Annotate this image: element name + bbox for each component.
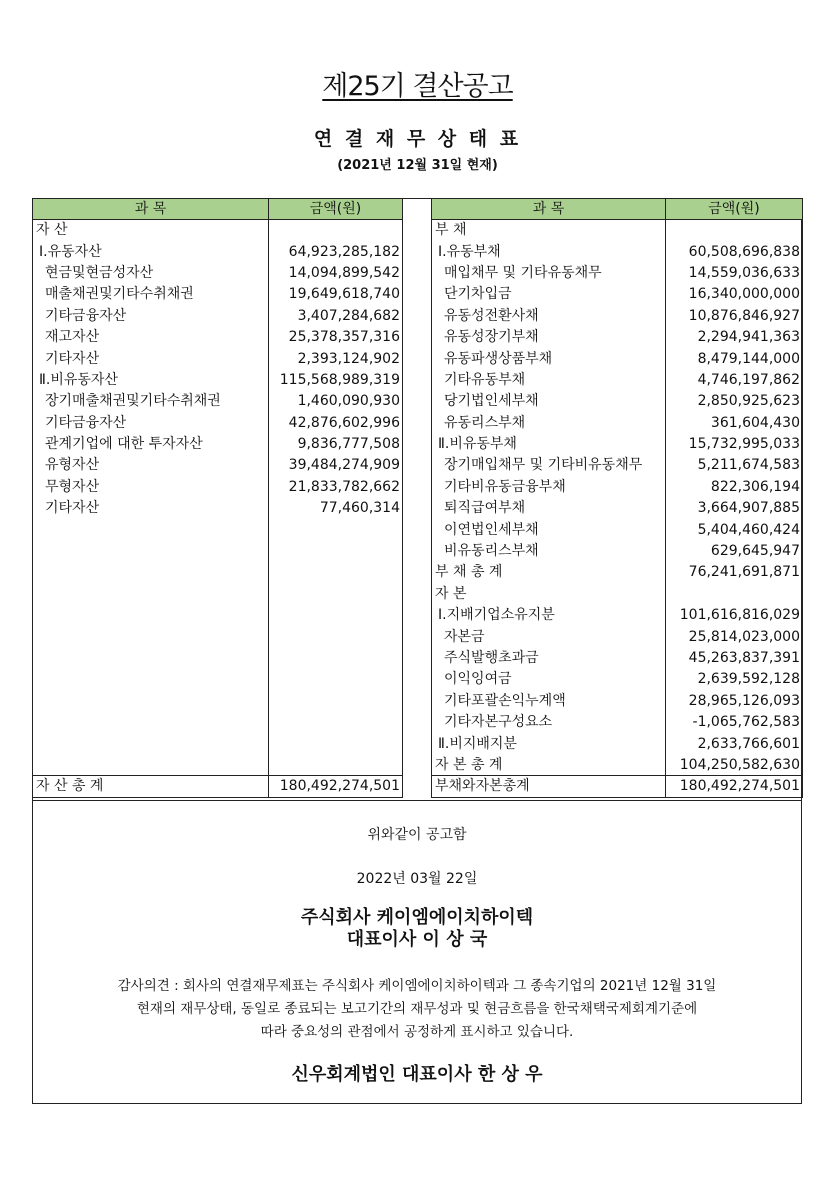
account-label: 재고자산: [33, 326, 269, 347]
account-label: 기타금융자산: [33, 412, 269, 433]
account-label: 현금및현금성자산: [33, 262, 269, 283]
account-amount: 3,407,284,682: [269, 305, 403, 326]
empty-row: [33, 669, 403, 690]
account-amount: 15,732,995,033: [666, 433, 803, 454]
account-amount: 21,833,782,662: [269, 476, 403, 497]
empty-row: [33, 690, 403, 711]
table-row: [432, 284, 803, 305]
table-row: [432, 412, 803, 433]
table-row: [33, 498, 403, 519]
account-amount: 28,965,126,093: [666, 690, 803, 711]
empty-row: [33, 562, 403, 583]
statement-title: 연 결 재 무 상 태 표: [313, 128, 522, 150]
account-label: 기타포괄손익누계액: [432, 690, 666, 711]
table-row: [33, 455, 403, 476]
account-amount: 1,460,090,930: [269, 391, 403, 412]
table-row: [33, 412, 403, 433]
table-row: [432, 348, 803, 369]
account-amount: 101,616,816,029: [666, 605, 803, 626]
account-amount: 5,211,674,583: [666, 455, 803, 476]
account-label: Ⅰ.유동자산: [33, 241, 269, 262]
header-account: 과 목: [432, 199, 666, 220]
account-amount: 77,460,314: [269, 498, 403, 519]
auditor-name: 신우회계법인 대표이사 한 상 우: [291, 1064, 543, 1085]
account-amount: 104,250,582,630: [666, 754, 803, 775]
account-amount: 16,340,000,000: [666, 284, 803, 305]
table-row: [432, 669, 803, 690]
table-row: [432, 605, 803, 626]
account-label: 유동파생상품부채: [432, 348, 666, 369]
account-amount: 39,484,274,909: [269, 455, 403, 476]
account-label: 이연법인세부채: [432, 519, 666, 540]
account-label: 유동성전환사채: [432, 305, 666, 326]
total-label: 부채와자본총계: [432, 776, 666, 797]
header-amount: 금액(원): [269, 199, 403, 220]
account-label: 장기매입채무 및 기타비유동채무: [432, 455, 666, 476]
table-header-row: [432, 199, 803, 220]
table-row: [432, 754, 803, 775]
account-amount: 25,378,357,316: [269, 326, 403, 347]
account-label: Ⅱ.비유동부채: [432, 433, 666, 454]
account-amount: 19,649,618,740: [269, 284, 403, 305]
table-header-row: [33, 199, 403, 220]
table-row: [432, 562, 803, 583]
account-label: Ⅰ.유동부채: [432, 241, 666, 262]
account-amount: 2,639,592,128: [666, 669, 803, 690]
table-row: [432, 540, 803, 561]
account-label: 당기법인세부채: [432, 391, 666, 412]
account-amount: 115,568,989,319: [269, 369, 403, 390]
table-row: [432, 690, 803, 711]
empty-row: [33, 711, 403, 732]
company-name: 주식회사 케이엠에이치하이텍: [300, 907, 534, 928]
account-amount: 2,393,124,902: [269, 348, 403, 369]
empty-row: [33, 519, 403, 540]
table-row: [432, 733, 803, 754]
account-label: 퇴직급여부채: [432, 498, 666, 519]
ceo-name: 대표이사 이 상 국: [346, 929, 488, 950]
table-row: [432, 220, 803, 241]
account-amount: 76,241,691,871: [666, 562, 803, 583]
account-amount: [666, 583, 803, 604]
empty-row: [33, 583, 403, 604]
table-row: [432, 711, 803, 732]
empty-row: [33, 540, 403, 561]
audit-opinion-line: 현재의 재무상태, 동일로 종료되는 보고기간의 재무성과 및 현금흐름을 한국채택국제회계기준에: [136, 1001, 698, 1017]
table-row: [33, 391, 403, 412]
table-row: [432, 476, 803, 497]
header-amount: 금액(원): [666, 199, 803, 220]
table-row: [33, 284, 403, 305]
account-label: 장기매출채권및기타수취채권: [33, 391, 269, 412]
account-amount: 8,479,144,000: [666, 348, 803, 369]
empty-row: [33, 605, 403, 626]
statement-date: (2021년 12월 31일 현재): [337, 158, 498, 173]
account-amount: 25,814,023,000: [666, 626, 803, 647]
header-account: 과 목: [33, 199, 269, 220]
page-title: 제25기 결산공고: [322, 71, 513, 102]
total-row: [432, 776, 803, 797]
account-label: 비유동리스부채: [432, 540, 666, 561]
account-label: 자 본: [432, 583, 666, 604]
account-label: 유동성장기부채: [432, 326, 666, 347]
empty-row: [33, 733, 403, 754]
notice-date: 2022년 03월 22일: [356, 871, 478, 887]
table-row: [33, 433, 403, 454]
account-label: 기타자본구성요소: [432, 711, 666, 732]
account-label: 무형자산: [33, 476, 269, 497]
account-label: 기타금융자산: [33, 305, 269, 326]
table-row: [432, 262, 803, 283]
account-label: 이익잉여금: [432, 669, 666, 690]
account-label: 기타자산: [33, 348, 269, 369]
footer-divider: [32, 800, 802, 801]
table-row: [432, 519, 803, 540]
account-label: 자 산: [33, 220, 269, 241]
account-label: 기타자산: [33, 498, 269, 519]
table-row: [33, 476, 403, 497]
account-amount: 42,876,602,996: [269, 412, 403, 433]
table-row: [33, 369, 403, 390]
account-amount: 14,559,036,633: [666, 262, 803, 283]
table-row: [33, 348, 403, 369]
notice-text: 위와같이 공고함: [367, 827, 467, 843]
account-label: 기타비유동금융부채: [432, 476, 666, 497]
total-label: 자 산 총 계: [33, 776, 269, 797]
table-row: [432, 647, 803, 668]
account-amount: 2,633,766,601: [666, 733, 803, 754]
account-label: 유형자산: [33, 455, 269, 476]
account-amount: [666, 220, 803, 241]
account-amount: 822,306,194: [666, 476, 803, 497]
table-row: [432, 498, 803, 519]
table-row: [432, 326, 803, 347]
account-amount: 14,094,899,542: [269, 262, 403, 283]
empty-row: [33, 626, 403, 647]
total-row: [33, 776, 403, 797]
empty-row: [33, 754, 403, 775]
account-amount: 45,263,837,391: [666, 647, 803, 668]
table-row: [432, 369, 803, 390]
account-label: 자본금: [432, 626, 666, 647]
account-amount: 64,923,285,182: [269, 241, 403, 262]
account-label: 유동리스부채: [432, 412, 666, 433]
account-label: 자 본 총 계: [432, 754, 666, 775]
account-amount: 5,404,460,424: [666, 519, 803, 540]
account-amount: 4,746,197,862: [666, 369, 803, 390]
table-row: [432, 455, 803, 476]
table-row: [33, 241, 403, 262]
account-amount: -1,065,762,583: [666, 711, 803, 732]
table-row: [432, 433, 803, 454]
account-amount: 3,664,907,885: [666, 498, 803, 519]
account-amount: 10,876,846,927: [666, 305, 803, 326]
table-row: [33, 326, 403, 347]
account-amount: 60,508,696,838: [666, 241, 803, 262]
table-row: [432, 305, 803, 326]
account-label: 매입채무 및 기타유동채무: [432, 262, 666, 283]
account-label: 부 채: [432, 220, 666, 241]
audit-opinion: [32, 975, 802, 1044]
account-label: 매출채권및기타수취채권: [33, 284, 269, 305]
table-row: [432, 391, 803, 412]
total-amount: 180,492,274,501: [666, 776, 803, 797]
total-amount: 180,492,274,501: [269, 776, 403, 797]
account-label: 주식발행초과금: [432, 647, 666, 668]
account-amount: 361,604,430: [666, 412, 803, 433]
account-label: 기타유동부채: [432, 369, 666, 390]
account-label: 단기차입금: [432, 284, 666, 305]
audit-opinion-line: 감사의견 : 회사의 연결재무제표는 주식회사 케이엠에이치하이텍과 그 종속기업의 2021년 12월 31일: [117, 978, 717, 994]
assets-table: [32, 198, 403, 798]
account-amount: [269, 220, 403, 241]
empty-row: [33, 647, 403, 668]
account-label: 관계기업에 대한 투자자산: [33, 433, 269, 454]
table-row: [432, 241, 803, 262]
account-label: 부 채 총 계: [432, 562, 666, 583]
table-row: [33, 220, 403, 241]
account-label: Ⅱ.비지배지분: [432, 733, 666, 754]
account-amount: 2,294,941,363: [666, 326, 803, 347]
audit-opinion-line: 따라 중요성의 관점에서 공정하게 표시하고 있습니다.: [260, 1024, 574, 1040]
table-row: [33, 262, 403, 283]
table-row: [432, 583, 803, 604]
account-label: Ⅱ.비유동자산: [33, 369, 269, 390]
account-label: Ⅰ.지배기업소유지분: [432, 605, 666, 626]
table-row: [33, 305, 403, 326]
account-amount: 629,645,947: [666, 540, 803, 561]
table-row: [432, 626, 803, 647]
account-amount: 2,850,925,623: [666, 391, 803, 412]
account-amount: 9,836,777,508: [269, 433, 403, 454]
liabilities-equity-table: [431, 198, 803, 798]
